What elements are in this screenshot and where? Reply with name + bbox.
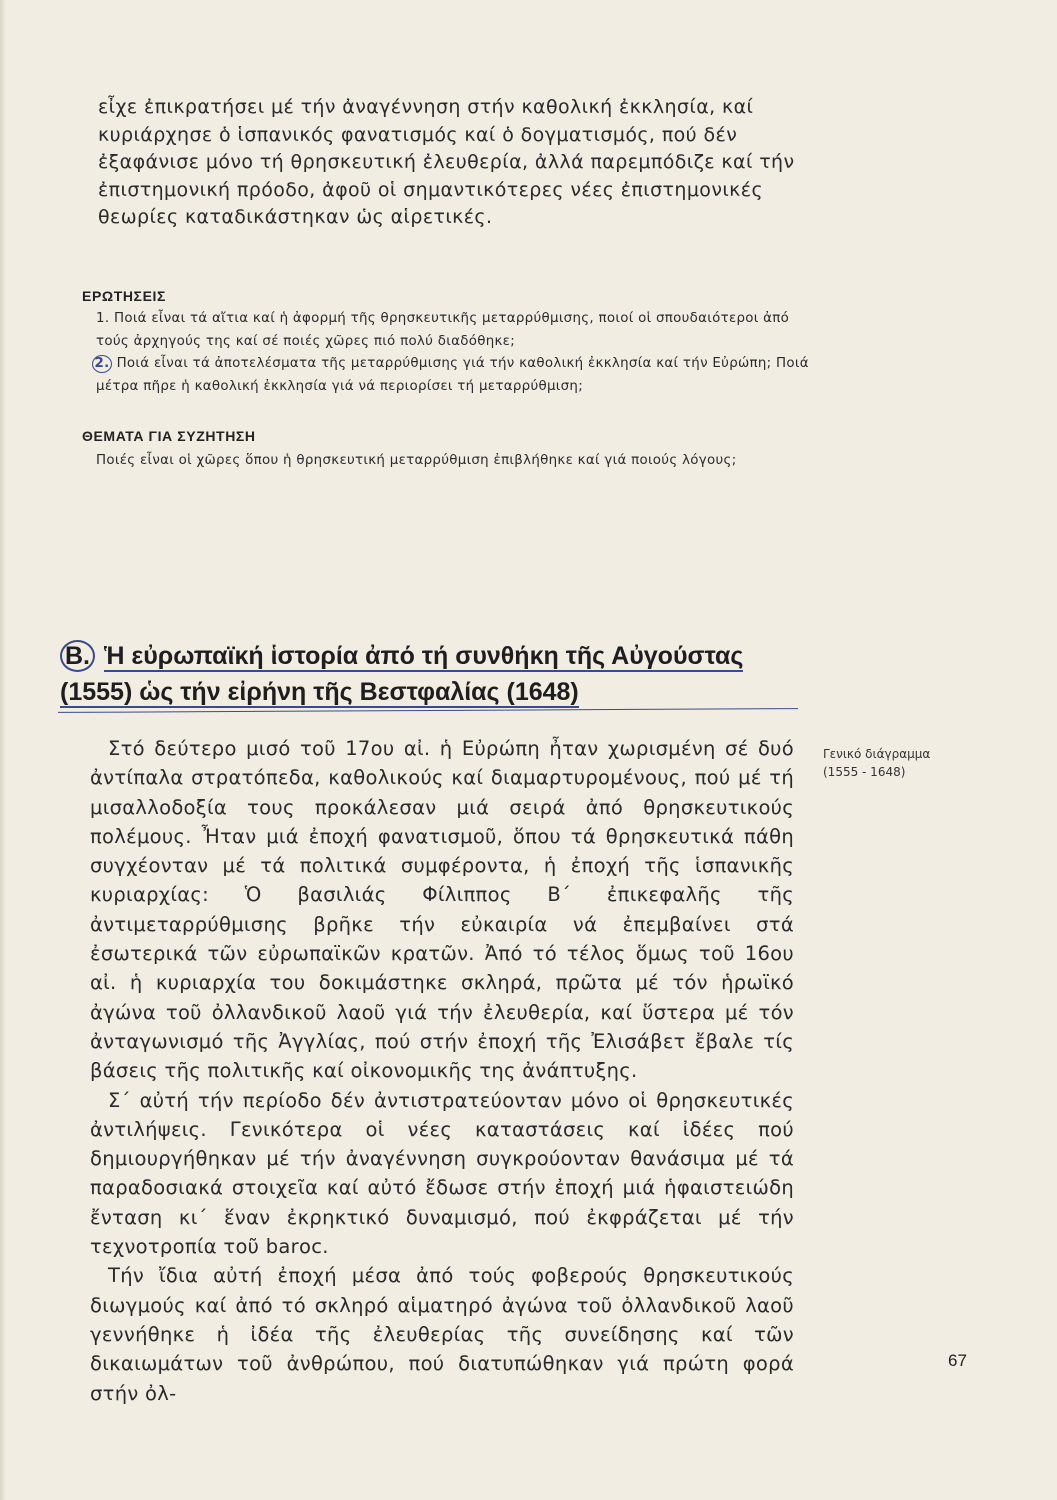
intro-paragraph: εἶχε ἐπικρατήσει μέ τήν ἀναγέννηση στήν καθολική ἐκκλησία, καί κυριάρχησε ὁ ἱσπανικός φανατισμός καί ὁ δογματισμός, πού δέν ἐξαφάνισε μόνο τή θρησκευτική ἐλευθερία, ἀλλά παρεμπόδιζε καί τήν ἐπιστημονική πρόοδο, ἀφοῦ οἱ σημαντικότερες νέες ἐπιστημονικές θεωρίες καταδικάστηκαν ὡς αἱρετικές. bbox=[98, 96, 795, 228]
margin-note-range: (1555 - 1648) bbox=[823, 765, 906, 779]
question-number: 1. bbox=[96, 311, 110, 326]
question-item bbox=[82, 353, 822, 398]
question-text: Ποιά εἶναι τά αἴτια καί ἡ ἀφορμή τῆς θρησκευτικῆς μεταρρύθμισης, ποιοί οἱ σπουδαιότεροι ἀπό τούς ἀρχηγούς της καί σέ ποιές χῶρες πιό πολύ διαδόθηκε; bbox=[96, 311, 790, 349]
section-letter: Β. bbox=[60, 640, 95, 672]
margin-note-label: Γενικό διάγραμμα bbox=[823, 747, 931, 761]
question-number-circled: 2. bbox=[92, 355, 112, 373]
margin-note bbox=[823, 745, 973, 781]
body-paragraph: Στό δεύτερο μισό τοῦ 17ου αἰ. ἡ Εὐρώπη ἦταν χωρισμένη σέ δυό ἀντίπαλα στρατόπεδα, καθολικούς καί διαμαρτυρομένους, πού μέ τή μισαλλοδοξία τους προκάλεσαν μιά σειρά ἀπό θρησκευτικούς πολέμους. Ἦταν μιά ἐποχή φανατισμοῦ, ὅπου τά θρησκευτικά πάθη συγχέονταν μέ τά πολιτικά συμφέροντα, ἡ ἐποχή τῆς ἱσπανικῆς κυριαρχίας: Ὁ βασιλιάς Φίλιππος Β΄ ἐπικεφαλῆς τῆς ἀντιμεταρρύθμισης βρῆκε τήν εὐκαιρία νά ἐπεμβαίνει στά ἐσωτερικά τῶν εὐρωπαϊκῶν κρατῶν. Ἀπό τό τέλος ὅμως τοῦ 16ου αἰ. ἡ κυριαρχία του δοκιμάστηκε σκληρά, πρῶτα μέ τόν ἡρωϊκό ἀγώνα τοῦ ὀλλανδικοῦ λαοῦ γιά τήν ἐλευθερία, καί ὕστερα μέ τόν ἀνταγωνισμό τῆς Ἀγγλίας, πού στήν ἐποχή τῆς Ἐλισάβετ ἔβαλε τίς βάσεις τῆς πολιτικῆς καί οἰκονομικῆς της ἀνάπτυξης. bbox=[90, 737, 794, 1083]
discussion-text: Ποιές εἶναι οἱ χῶρες ὅπου ἡ θρησκευτική μεταρρύθμιση ἐπιβλήθηκε καί γιά ποιούς λόγους; bbox=[96, 453, 737, 468]
chapter-title bbox=[60, 638, 820, 710]
body-text bbox=[90, 734, 794, 1408]
page-edge bbox=[0, 0, 6, 1500]
discussion-heading: ΘΕΜΑΤΑ ΓΙΑ ΣΥΖΗΤΗΣΗ bbox=[82, 428, 256, 444]
body-paragraph: Σ΄ αὐτή τήν περίοδο δέν ἀντιστρατεύονταν μόνο οἱ θρησκευτικές ἀντιλήψεις. Γενικότερα οἱ νέες καταστάσεις καί ἰδέες πού δημιουργήθηκαν μέ τήν ἀναγέννηση συγκρούονταν θανάσιμα μέ τά παραδοσιακά στοιχεῖα καί αὐτό ἔδωσε στήν ἐποχή μιά ἡφαιστειώδη ἔνταση κι΄ ἕναν ἐκρηκτικό δυναμισμό, πού ἐκφράζεται μέ τήν τεχνοτροπία τοῦ barοc. bbox=[90, 1088, 794, 1259]
questions-heading: ΕΡΩΤΗΣΕΙΣ bbox=[82, 288, 166, 304]
question-text: Ποιά εἶναι τά ἀποτελέσματα τῆς μεταρρύθμισης γιά τήν καθολική ἐκκλησία καί τήν Εὐρώπη; Ποιά μέτρα πῆρε ἡ καθολική ἐκκλησία γιά νά περιορίσει τή μεταρρύθμιση; bbox=[96, 356, 809, 394]
title-part-1: Ἡ εὐρωπαϊκή ἱστορία ἀπό τή συνθήκη τῆς Αὐγούστας bbox=[103, 642, 744, 670]
body-paragraph: Τήν ἴδια αὐτή ἐποχή μέσα ἀπό τούς φοβερούς θρησκευτικούς διωγμούς καί ἀπό τό σκληρό αἱματηρό ἀγώνα τοῦ ὀλλανδικοῦ λαοῦ γεννήθηκε ἡ ἰδέα τῆς ἐλευθερίας τῆς συνείδησης καί τῶν δικαιωμάτων τοῦ ἀνθρώπου, πού διατυπώθηκαν γιά πρώτη φορά στήν ὀλ- bbox=[90, 1264, 794, 1405]
question-item bbox=[82, 308, 822, 353]
page-number: 67 bbox=[948, 1351, 967, 1370]
questions-list bbox=[82, 308, 822, 398]
title-part-2: (1555) ὡς τήν εἰρήνη τῆς Βεστφαλίας (1648) bbox=[60, 678, 579, 706]
